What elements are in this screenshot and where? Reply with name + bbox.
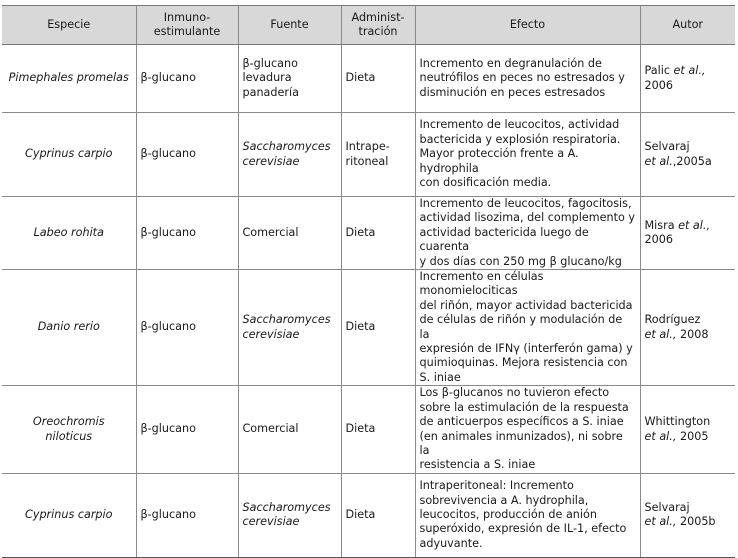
cell-inmunoestimulante: β-glucano bbox=[136, 473, 238, 557]
cell-especie: Cyprinus carpio bbox=[2, 473, 136, 557]
autor-year: 2005 bbox=[676, 429, 709, 443]
cell-efecto: Los β-glucanos no tuvieron efecto sobre la estimulación de la respuesta de anticuerpos específicos a S. iniae (en animales inmunizados), ni sobre la resistencia a S. iniae bbox=[415, 386, 640, 473]
cell-inmunoestimulante: β-glucano bbox=[136, 386, 238, 473]
autor-year: ,2005a bbox=[672, 154, 712, 168]
autor-name: Palic bbox=[644, 64, 674, 78]
cell-administracion: Dieta bbox=[341, 270, 415, 386]
table-row bbox=[2, 197, 735, 270]
header-administracion: Administ- tración bbox=[341, 6, 415, 45]
autor-etal: et al., bbox=[644, 429, 677, 443]
cell-autor bbox=[640, 386, 735, 473]
cell-especie: Labeo rohita bbox=[2, 197, 136, 270]
cell-administracion: Dieta bbox=[341, 386, 415, 473]
cell-administracion: Dieta bbox=[341, 45, 415, 113]
cell-fuente: Saccharomyces cerevisiae bbox=[238, 473, 341, 557]
cell-autor bbox=[640, 197, 735, 270]
autor-name: Selvaraj bbox=[644, 500, 690, 514]
autor-year: 2008 bbox=[676, 327, 709, 341]
header-row bbox=[2, 6, 735, 45]
cell-administracion: Dieta bbox=[341, 473, 415, 557]
table-body bbox=[2, 45, 735, 558]
cell-especie: Danio rerio bbox=[2, 270, 136, 386]
cell-autor bbox=[640, 270, 735, 386]
cell-efecto: Incremento en degranulación de neutrófilos en peces no estresados y disminución en peces estresados bbox=[415, 45, 640, 113]
cell-efecto: Incremento en células monomielociticas del riñón, mayor actividad bactericida de células de riñón y modulación de la expresión de IFNγ (interferón gama) y quimioquinas. Mejora resistencia con S. iniae bbox=[415, 270, 640, 386]
cell-fuente: Saccharomyces cerevisiae bbox=[238, 113, 341, 197]
autor-year: 2006 bbox=[644, 78, 673, 92]
cell-autor bbox=[640, 45, 735, 113]
cell-administracion: Intrape- ritoneal bbox=[341, 113, 415, 197]
table-row bbox=[2, 386, 735, 473]
cell-fuente: Comercial bbox=[238, 386, 341, 473]
table-row bbox=[2, 113, 735, 197]
autor-name: Misra bbox=[644, 218, 679, 232]
header-autor: Autor bbox=[640, 6, 735, 45]
cell-especie: Cyprinus carpio bbox=[2, 113, 136, 197]
autor-etal: et al. bbox=[644, 154, 673, 168]
cell-efecto: Incremento de leucocitos, actividad bactericida y explosión respiratoria. Mayor protección frente a A. hydrophila con dosificación media. bbox=[415, 113, 640, 197]
cell-administracion: Dieta bbox=[341, 197, 415, 270]
header-fuente: Fuente bbox=[238, 6, 341, 45]
cell-especie: Oreochromis niloticus bbox=[2, 386, 136, 473]
header-inmunoestimulante: Inmuno- estimulante bbox=[136, 6, 238, 45]
cell-efecto: Incremento de leucocitos, fagocitosis, actividad lisozima, del complemento y actividad bactericida luego de cuarenta y dos días con 250 mg β glucano/kg bbox=[415, 197, 640, 270]
cell-inmunoestimulante: β-glucano bbox=[136, 197, 238, 270]
cell-autor bbox=[640, 113, 735, 197]
table-row bbox=[2, 473, 735, 557]
autor-etal: et al., bbox=[673, 64, 706, 78]
autor-name: Selvaraj bbox=[644, 140, 690, 154]
cell-autor bbox=[640, 473, 735, 557]
autor-year: 2006 bbox=[644, 233, 673, 247]
autor-etal: et al., bbox=[644, 515, 677, 529]
autor-year: 2005b bbox=[676, 515, 716, 529]
autor-name: Whittington bbox=[644, 415, 711, 429]
cell-inmunoestimulante: β-glucano bbox=[136, 270, 238, 386]
autor-etal: et al., bbox=[678, 218, 711, 232]
autor-name: Rodríguez bbox=[644, 313, 701, 327]
autor-etal: et al., bbox=[644, 327, 677, 341]
cell-fuente: β-glucano levadura panadería bbox=[238, 45, 341, 113]
cell-fuente: Saccharomyces cerevisiae bbox=[238, 270, 341, 386]
cell-especie: Pimephales promelas bbox=[2, 45, 136, 113]
cell-inmunoestimulante: β-glucano bbox=[136, 45, 238, 113]
header-efecto: Efecto bbox=[415, 6, 640, 45]
immunostimulant-table bbox=[2, 5, 735, 558]
table-row bbox=[2, 45, 735, 113]
header-especie: Especie bbox=[2, 6, 136, 45]
cell-inmunoestimulante: β-glucano bbox=[136, 113, 238, 197]
table-row bbox=[2, 270, 735, 386]
cell-efecto: Intraperitoneal: Incremento sobrevivencia a A. hydrophila, leucocitos, producción de anión superóxido, expresión de IL-1, efecto adyuvante. bbox=[415, 473, 640, 557]
cell-fuente: Comercial bbox=[238, 197, 341, 270]
